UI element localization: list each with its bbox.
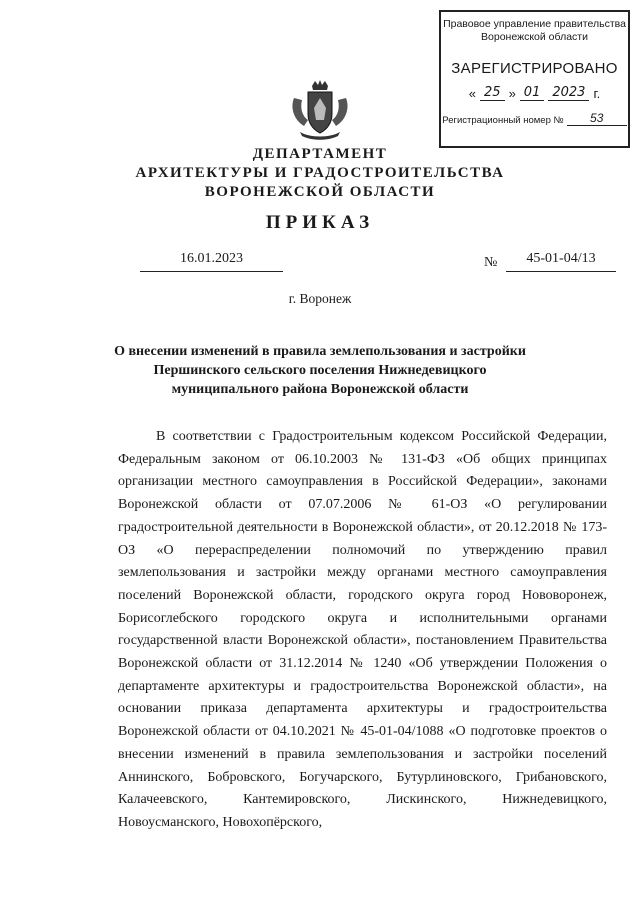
registration-stamp	[439, 10, 630, 148]
stamp-authority-line1: Правовое управление правительства	[443, 18, 626, 30]
stamp-day: 25	[480, 85, 505, 101]
stamp-year-suffix: г.	[593, 86, 601, 101]
stamp-number-row	[441, 111, 628, 126]
order-subject: О внесении изменений в правила землепользования и застройки Першинского сельского поселения Нижнедевицкого муниципального района Воронежской области	[114, 344, 526, 397]
stamp-month: 01	[520, 85, 545, 101]
department-name	[0, 145, 640, 202]
stamp-date-row: « 25 » 01 2023 г.	[468, 85, 601, 101]
voronezh-coat-of-arms-icon	[286, 80, 354, 142]
dept-line1: ДЕПАРТАМЕНТ	[252, 146, 388, 162]
city: г. Воронеж	[288, 291, 352, 306]
stamp-year: 2023	[548, 85, 589, 101]
document-type: ПРИКАЗ	[265, 212, 375, 233]
dept-line3: ВОРОНЕЖСКОЙ ОБЛАСТИ	[204, 184, 436, 200]
order-date: 16.01.2023	[140, 251, 283, 272]
body-paragraph: В соответствии с Градостроительным кодексом Российской Федерации, Федеральным законом от 06.10.2003 № 131-ФЗ «Об общих принципах организации местного самоуправления в Российской Федерации», законами Воронежской области от 07.07.2006 № 61-ОЗ «О регулировании градостроительной деятельности в Воронежской области», от 20.12.2018 № 173-ОЗ «О перераспределении полномочий по утверждению правил землепользования и застройки между органами местного самоуправления поселений Воронежской области, городского округа город Нововоронеж, Борисоглебского городского округа и исполнительными органами государственной власти Воронежской области», постановлением Правительства Воронежской области от 31.12.2014 № 1240 «Об утверждении Положения о департаменте архитектуры и градостроительства Воронежской области», на основании приказа департамента архитектуры и градостроительства Воронежской области от 04.10.2021 № 45-01-04/1088 «О подготовке проектов о внесении изменений в правила землепользования и застройки поселений Аннинского, Бобровского, Богучарского, Бутурлиновского, Грибановского, Калачеевского, Кантемировского, Лискинского, Нижнедевицкого, Новоусманского, Новохопёрского,	[118, 429, 607, 830]
order-number-label: №	[484, 255, 498, 270]
dept-line2: АРХИТЕКТУРЫ И ГРАДОСТРОИТЕЛЬСТВА	[135, 165, 505, 181]
stamp-authority-line2: Воронежской области	[481, 31, 588, 43]
stamp-reg-label: Регистрационный номер №	[442, 115, 564, 126]
order-number: 45-01-04/13	[506, 251, 616, 272]
stamp-reg-number: 53	[567, 111, 627, 126]
stamp-registered-label: ЗАРЕГИСТРИРОВАНО	[451, 60, 618, 77]
